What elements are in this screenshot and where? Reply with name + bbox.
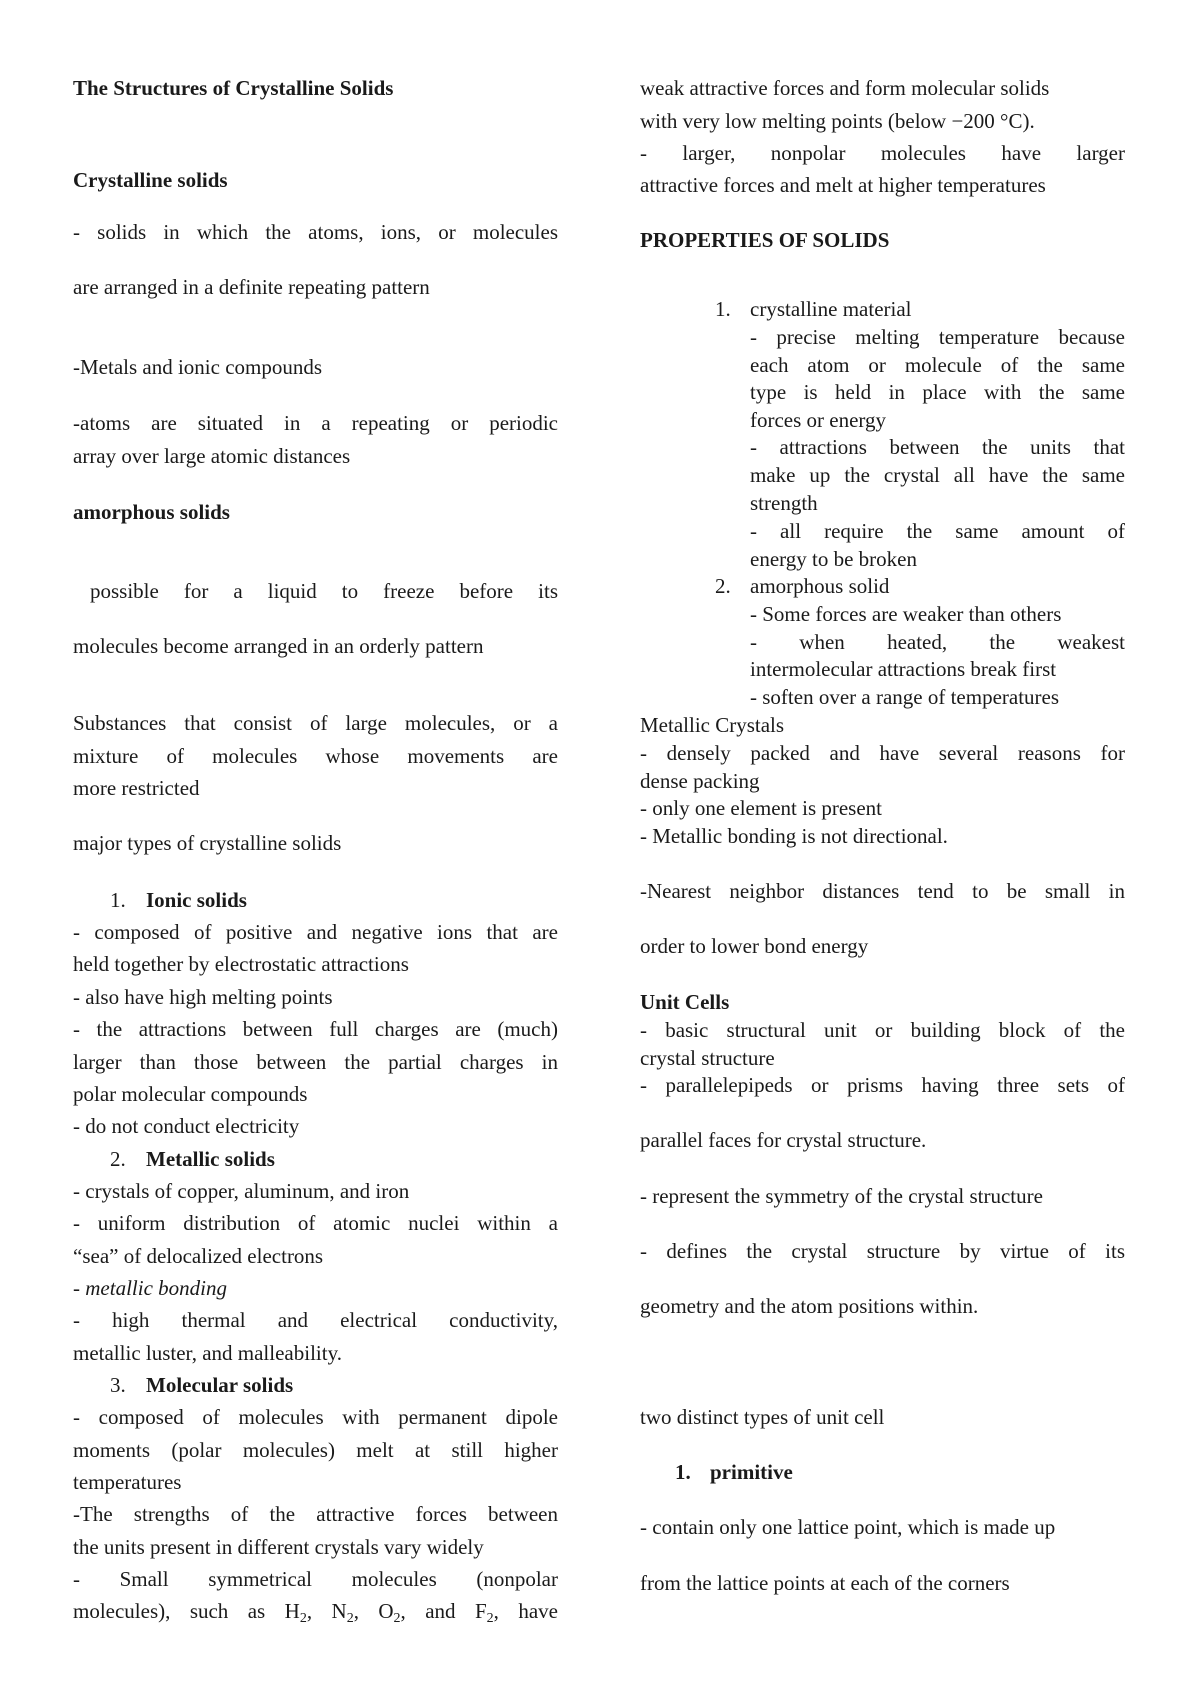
text-line: two distinct types of unit cell: [640, 1405, 885, 1429]
text-line: “sea” of delocalized electrons: [73, 1244, 324, 1268]
text-line: energy to be broken: [750, 547, 917, 571]
text-line: - Some forces are weaker than others: [750, 602, 1062, 626]
heading-molecular-solids: Molecular solids: [146, 1373, 294, 1397]
heading-properties-of-solids: PROPERTIES OF SOLIDS: [640, 228, 890, 252]
text-line: metallic luster, and malleability.: [73, 1341, 342, 1365]
document-title: The Structures of Crystalline Solids: [73, 76, 394, 100]
text-line: - composed of positive and negative ions that are: [73, 922, 558, 944]
list-item-title: amorphous solid: [750, 574, 890, 598]
text-line: make up the crystal all have the same: [750, 465, 1125, 487]
heading-amorphous-solids: amorphous solids: [73, 500, 230, 524]
text-line: dense packing: [640, 769, 760, 793]
text-line: with very low melting points (below −200 °C).: [640, 109, 1035, 133]
text-line: polar molecular compounds: [73, 1082, 308, 1106]
text-line: -The strengths of the attractive forces between: [73, 1504, 558, 1526]
text-line: geometry and the atom positions within.: [640, 1294, 979, 1318]
text-line: - basic structural unit or building block of the: [640, 1020, 1125, 1042]
text-line: weak attractive forces and form molecular solids: [640, 76, 1050, 100]
text-line: forces or energy: [750, 408, 887, 432]
text-line: - larger, nonpolar molecules have larger: [640, 143, 1125, 165]
text-line: -atoms are situated in a repeating or periodic: [73, 413, 558, 435]
text-line: - Metallic bonding is not directional.: [640, 824, 948, 848]
text-line: strength: [750, 491, 818, 515]
heading-ionic-solids: Ionic solids: [146, 888, 247, 912]
text-line: - solids in which the atoms, ions, or molecules: [73, 222, 558, 244]
text-line: mixture of molecules whose movements are: [73, 746, 558, 768]
text-line: major types of crystalline solids: [73, 831, 342, 855]
text-line: moments (polar molecules) melt at still higher: [73, 1440, 558, 1462]
text-line: - only one element is present: [640, 796, 883, 820]
text-line: - parallelepipeds or prisms having three sets of: [640, 1075, 1125, 1097]
text-line: -Metals and ionic compounds: [73, 355, 323, 379]
text-line: - attractions between the units that: [750, 437, 1125, 459]
heading-crystalline-solids: Crystalline solids: [73, 168, 228, 192]
text-line: array over large atomic distances: [73, 444, 351, 468]
list-number: 1.: [675, 1460, 691, 1484]
text-line: more restricted: [73, 776, 200, 800]
heading-metallic-solids: Metallic solids: [146, 1147, 275, 1171]
text-line: - composed of molecules with permanent dipole: [73, 1407, 558, 1429]
text-line: each atom or molecule of the same: [750, 355, 1125, 377]
text-line: - Small symmetrical molecules (nonpolar: [73, 1569, 558, 1591]
text-line: - contain only one lattice point, which is made up: [640, 1515, 1056, 1539]
formula-line: molecules), such as $H_2$, $N_2$, $O_2$, and $F_2$, have: [73, 1601, 558, 1625]
text-line: - when heated, the weakest: [750, 632, 1125, 654]
text-line: - do not conduct electricity: [73, 1114, 300, 1138]
text-line: - defines the crystal structure by virtue of its: [640, 1241, 1125, 1263]
list-number: 2.: [715, 574, 731, 598]
list-number: 1.: [715, 297, 731, 321]
text-line: - the attractions between full charges are (much): [73, 1019, 558, 1041]
text-line: type is held in place with the same: [750, 382, 1125, 404]
text-line: -Nearest neighbor distances tend to be small in: [640, 881, 1125, 903]
text-line: - all require the same amount of: [750, 521, 1125, 543]
text-line: larger than those between the partial charges in: [73, 1052, 558, 1074]
list-item-title: crystalline material: [750, 297, 912, 321]
text-line: molecules become arranged in an orderly pattern: [73, 634, 484, 658]
list-number: 3.: [110, 1373, 126, 1397]
text-line: - uniform distribution of atomic nuclei within a: [73, 1213, 558, 1235]
text-line: intermolecular attractions break first: [750, 657, 1057, 681]
text-line: from the lattice points at each of the corners: [640, 1571, 1010, 1595]
text-line: - soften over a range of temperatures: [750, 685, 1060, 709]
text-line: - precise melting temperature because: [750, 327, 1125, 349]
text-line: parallel faces for crystal structure.: [640, 1128, 927, 1152]
text-line: - also have high melting points: [73, 985, 333, 1009]
text-line: order to lower bond energy: [640, 934, 869, 958]
text-line: - high thermal and electrical conductivity,: [73, 1310, 558, 1332]
list-number: 1.: [110, 888, 126, 912]
heading-unit-cells: Unit Cells: [640, 990, 730, 1014]
heading-metallic-crystals: Metallic Crystals: [640, 713, 785, 737]
text-line: are arranged in a definite repeating pattern: [73, 275, 430, 299]
text-line: crystal structure: [640, 1046, 775, 1070]
heading-primitive: primitive: [710, 1460, 793, 1484]
text-line: possible for a liquid to freeze before its: [90, 581, 558, 603]
list-number: 2.: [110, 1147, 126, 1171]
text-line: held together by electrostatic attractions: [73, 952, 409, 976]
text-line: the units present in different crystals vary widely: [73, 1535, 484, 1559]
text-line: temperatures: [73, 1470, 182, 1494]
text-line: Substances that consist of large molecules, or a: [73, 713, 558, 735]
text-line: - crystals of copper, aluminum, and iron: [73, 1179, 410, 1203]
text-line: - represent the symmetry of the crystal structure: [640, 1184, 1043, 1208]
text-line: - densely packed and have several reasons for: [640, 743, 1125, 765]
text-line: attractive forces and melt at higher temperatures: [640, 173, 1046, 197]
text-line: - metallic bonding: [73, 1276, 227, 1300]
